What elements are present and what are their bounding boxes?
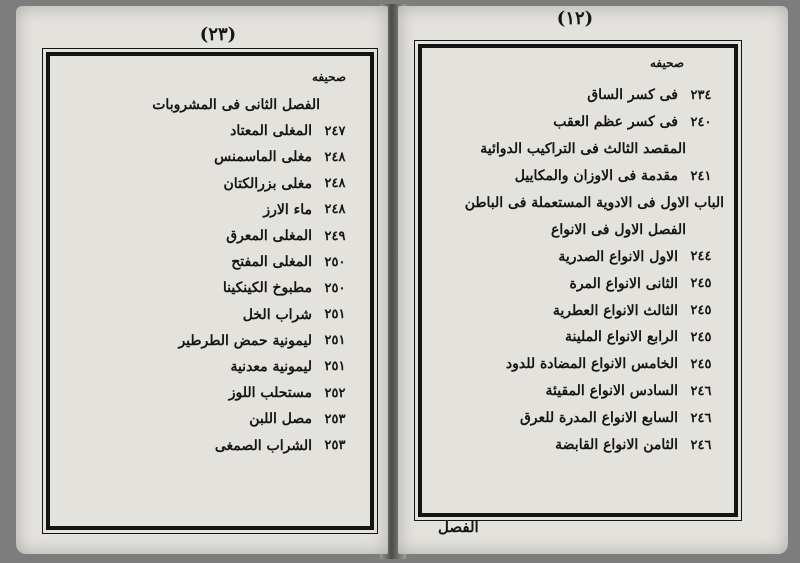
page-reference: ٢٤٥ — [690, 356, 712, 372]
page-reference: ٢٣٤ — [690, 87, 712, 103]
entry-title: فى كسر عظم العقب — [553, 114, 678, 131]
contents-row — [52, 380, 358, 406]
page-reference: ٢٤١ — [690, 168, 712, 184]
entry-title: مغلى الماسمنس — [214, 149, 312, 166]
entry-title: ليمونية معدنية — [230, 358, 312, 375]
entry-title: السابع الانواع المدرة للعرق — [519, 410, 678, 427]
entry-title: شراب الخل — [242, 306, 312, 323]
page-reference: ٢٤٦ — [690, 383, 712, 399]
page-reference: ٢٤٨ — [324, 176, 346, 192]
entry-title: مطبوخ الكينكينا — [222, 280, 312, 297]
entry-title: فى كسر الساق — [587, 87, 678, 104]
contents-row — [424, 270, 724, 297]
page-reference: ٢٤٦ — [690, 410, 712, 426]
contents-row — [424, 351, 724, 378]
contents-row — [424, 109, 724, 136]
page-reference: ٢٥٢ — [324, 385, 346, 401]
section-heading: الفصل الثانى فى المشروبات — [152, 97, 320, 114]
page-reference: ٢٤٩ — [324, 228, 346, 244]
page-reference: ٢٤٥ — [690, 276, 712, 292]
entry-title: الاول الانواع الصدرية — [558, 248, 678, 265]
page-reference: ٢٥٣ — [324, 411, 346, 427]
page-reference: ٢٥٣ — [324, 438, 346, 454]
contents-row — [52, 275, 358, 301]
entry-title: مصل اللبن — [249, 411, 312, 428]
page-reference: ٢٤٨ — [324, 202, 346, 218]
entry-title: مغلى بزرالكتان — [223, 175, 312, 192]
contents-row — [52, 302, 358, 328]
contents-row — [52, 197, 358, 223]
contents-row — [52, 223, 358, 249]
entry-title: المغلى المعرق — [226, 228, 312, 245]
page-reference: ٢٥١ — [324, 333, 346, 349]
contents-row — [424, 136, 724, 163]
entry-title: السادس الانواع المقيئة — [545, 383, 678, 400]
entry-title: الثالث الانواع العطرية — [552, 302, 678, 319]
entry-title: الشراب الصمغى — [214, 437, 312, 454]
section-heading: المقصد الثالث فى التراكيب الدوائية — [480, 141, 686, 158]
contents-row — [52, 171, 358, 197]
right-column-header: صحيفه — [650, 56, 685, 70]
contents-row — [424, 405, 724, 432]
page-reference: ٢٤٠ — [690, 114, 712, 130]
left-column-header: صحيفه — [312, 70, 347, 84]
entry-title: ليمونية حمض الطرطير — [178, 332, 312, 349]
entry-title: الثامن الانواع القابضة — [555, 437, 678, 454]
contents-row — [52, 432, 358, 458]
contents-row — [52, 249, 358, 275]
page-reference: ٢٥١ — [324, 359, 346, 375]
entry-title: الخامس الانواع المضادة للدود — [505, 356, 678, 373]
page-reference: ٢٥٠ — [324, 254, 346, 270]
contents-row — [424, 432, 724, 459]
contents-row — [52, 92, 358, 118]
left-page-number: (٢٣) — [199, 24, 237, 45]
catchword: الفصل — [438, 518, 479, 536]
page-reference: ٢٥٠ — [324, 280, 346, 296]
entry-title: مقدمة فى الاوزان والمكاييل — [514, 168, 678, 185]
contents-row — [424, 163, 724, 190]
contents-row — [52, 406, 358, 432]
entry-title: ماء الارز — [263, 201, 312, 218]
page-reference: ٢٤٧ — [324, 123, 346, 139]
contents-row — [424, 378, 724, 405]
entry-title: المغلى المفتح — [231, 254, 312, 271]
contents-row — [424, 324, 724, 351]
contents-row — [424, 243, 724, 270]
left-contents-list — [52, 92, 358, 459]
contents-row — [424, 297, 724, 324]
page-reference: ٢٤٦ — [690, 437, 712, 453]
page-reference: ٢٤٤ — [690, 249, 712, 265]
entry-title: الرابع الانواع الملينة — [565, 329, 678, 346]
contents-row — [424, 190, 724, 217]
right-page-number: (١٢) — [556, 8, 594, 29]
page-reference: ٢٤٥ — [690, 329, 712, 345]
contents-row — [52, 328, 358, 354]
section-heading: الفصل الاول فى الانواع — [550, 221, 686, 238]
contents-row — [52, 144, 358, 170]
entry-title: مستحلب اللوز — [228, 385, 312, 402]
page-reference: ٢٤٥ — [690, 303, 712, 319]
page-reference: ٢٥١ — [324, 307, 346, 323]
contents-row — [424, 82, 724, 109]
contents-row — [52, 354, 358, 380]
entry-title: المغلى المعتاد — [230, 123, 312, 140]
page-reference: ٢٤٨ — [324, 149, 346, 165]
right-contents-list — [424, 82, 724, 458]
contents-row — [424, 216, 724, 243]
section-heading: الباب الاول فى الادوية المستعملة فى الباطن — [464, 195, 724, 211]
contents-row — [52, 118, 358, 144]
entry-title: الثانى الانواع المرة — [569, 275, 678, 292]
